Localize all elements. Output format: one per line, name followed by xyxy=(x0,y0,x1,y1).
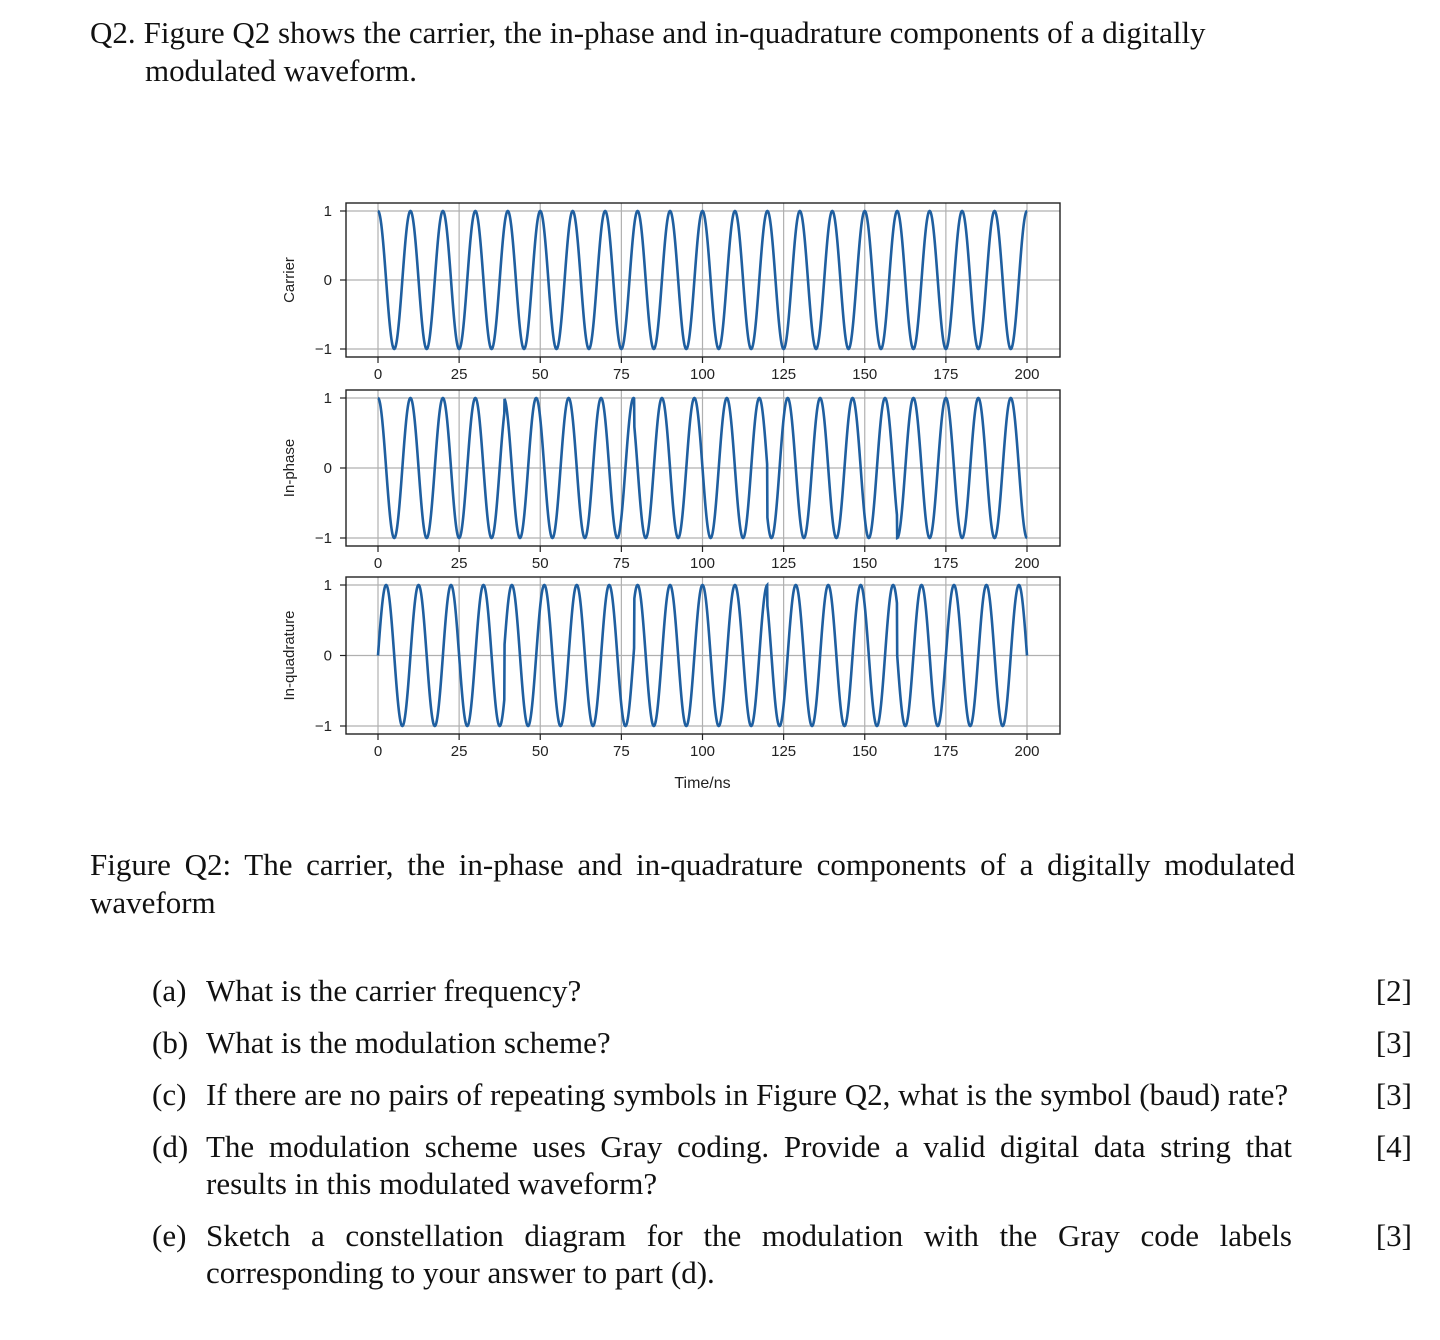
x-tick-label: 100 xyxy=(689,555,716,572)
part-c xyxy=(152,1076,1412,1113)
x-tick-label: 0 xyxy=(373,743,383,760)
x-tick-label: 50 xyxy=(531,555,549,572)
subplot-carrier xyxy=(281,203,1060,383)
part-label: (c) xyxy=(152,1077,187,1112)
part-label: (d) xyxy=(152,1129,189,1164)
x-tick-label: 0 xyxy=(373,555,383,572)
x-tick-label: 150 xyxy=(852,366,878,383)
question-line-2: modulated waveform. xyxy=(145,53,418,88)
x-tick-label: 50 xyxy=(531,366,549,383)
part-e xyxy=(152,1217,1412,1291)
x-tick-label: 150 xyxy=(852,743,878,760)
y-axis-label: In-quadrature xyxy=(281,610,298,701)
x-tick-label: 25 xyxy=(450,743,468,760)
x-tick-label: 150 xyxy=(852,555,878,572)
y-tick-label: 0 xyxy=(323,272,332,289)
subplot-in-phase xyxy=(281,390,1060,572)
y-tick-label: −1 xyxy=(314,530,332,547)
part-label: (e) xyxy=(152,1218,187,1253)
question-line-1: Figure Q2 shows the carrier, the in-phase and in-quadrature components of a digitally xyxy=(143,15,1206,50)
x-tick-label: 75 xyxy=(613,743,630,760)
x-tick-label: 175 xyxy=(933,743,959,760)
part-marks: [3] xyxy=(1375,1077,1412,1112)
part-text: If there are no pairs of repeating symbols in Figure Q2, what is the symbol (baud) rate? xyxy=(206,1077,1289,1112)
part-text: Sketch a constellation diagram for the modulation with the Gray code labels corresponding to your answer to part (d). xyxy=(206,1218,1292,1290)
y-tick-label: 1 xyxy=(323,577,332,594)
part-marks: [4] xyxy=(1375,1129,1412,1164)
x-tick-label: 75 xyxy=(613,555,630,572)
x-tick-label: 200 xyxy=(1014,743,1040,760)
y-tick-label: −1 xyxy=(314,341,332,358)
y-tick-label: 1 xyxy=(323,203,332,220)
y-tick-label: 0 xyxy=(323,647,332,665)
question-number: Q2. xyxy=(90,15,136,50)
part-marks: [3] xyxy=(1375,1025,1412,1060)
x-tick-label: 175 xyxy=(933,555,959,572)
part-b xyxy=(152,1024,1412,1061)
y-axis-label: In-phase xyxy=(281,438,298,498)
question-parts xyxy=(152,972,1412,1306)
x-tick-label: 125 xyxy=(771,555,797,572)
x-tick-label: 200 xyxy=(1014,366,1040,383)
part-d xyxy=(152,1128,1412,1202)
x-tick-label: 50 xyxy=(531,743,549,760)
y-tick-label: 0 xyxy=(323,460,332,477)
x-tick-label: 100 xyxy=(689,366,716,383)
part-marks: [2] xyxy=(1375,973,1412,1008)
figure-caption: Figure Q2: The carrier, the in-phase and in-quadrature components of a digitally modulated waveform xyxy=(90,847,1295,920)
y-tick-label: −1 xyxy=(314,718,332,735)
x-tick-label: 0 xyxy=(373,366,383,383)
subplot-in-quadrature xyxy=(281,577,1060,792)
part-marks: [3] xyxy=(1375,1218,1412,1253)
part-text: The modulation scheme uses Gray coding. Provide a valid digital data string that results in this modulated waveform? xyxy=(206,1129,1292,1201)
x-tick-label: 125 xyxy=(771,366,797,383)
x-tick-label: 25 xyxy=(450,366,468,383)
x-tick-label: 100 xyxy=(689,743,716,760)
x-tick-label: 200 xyxy=(1014,555,1040,572)
y-axis-label: Carrier xyxy=(281,257,298,303)
x-tick-label: 125 xyxy=(771,743,797,760)
x-tick-label: 175 xyxy=(933,366,959,383)
part-text: What is the modulation scheme? xyxy=(206,1025,611,1060)
x-tick-label: 25 xyxy=(450,555,468,572)
part-a xyxy=(152,972,1412,1009)
y-tick-label: 1 xyxy=(323,390,332,407)
part-text: What is the carrier frequency? xyxy=(206,973,582,1008)
part-label: (b) xyxy=(152,1025,189,1060)
x-tick-label: 75 xyxy=(613,366,630,383)
x-axis-label: Time/ns xyxy=(674,775,731,792)
part-label: (a) xyxy=(152,973,187,1008)
